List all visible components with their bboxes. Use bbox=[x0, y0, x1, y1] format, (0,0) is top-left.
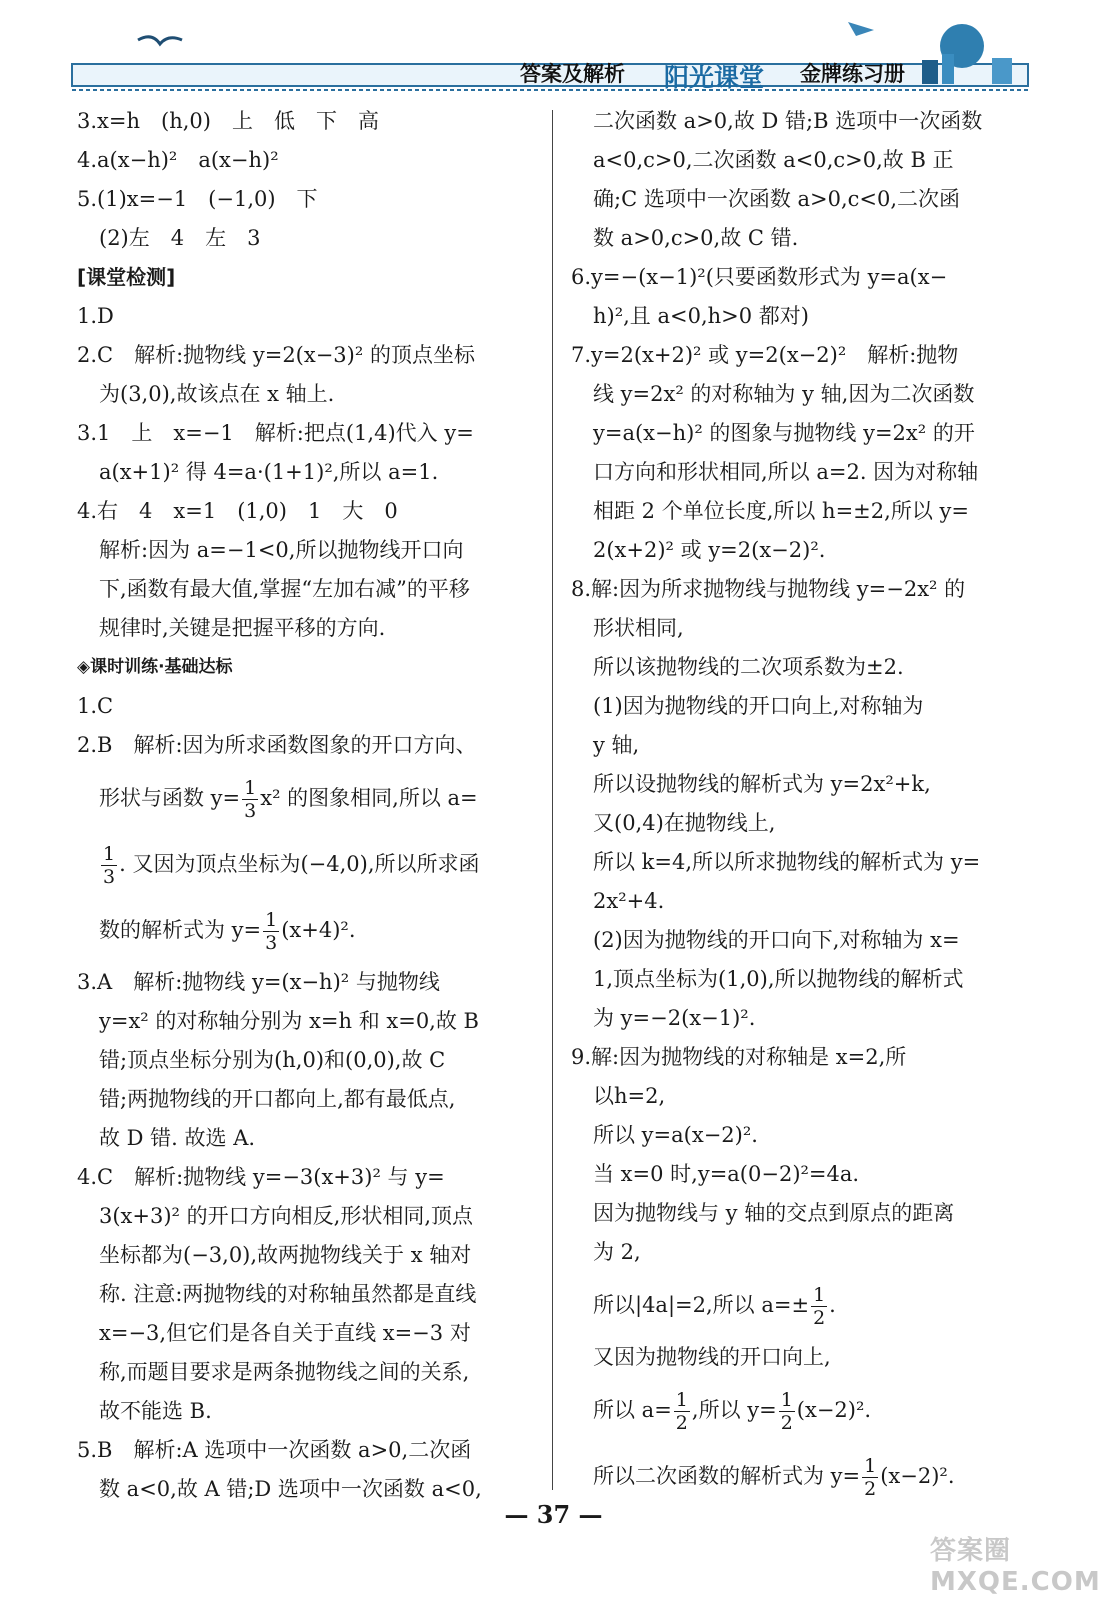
answer-line: 称. 注意:两抛物线的对称轴虽然都是直线 bbox=[99, 1282, 477, 1306]
text-segment: 所以二次函数的解析式为 y= bbox=[593, 1464, 861, 1488]
answer-line: 6.y=−(x−1)²(只要函数形式为 y=a(x− bbox=[571, 265, 948, 289]
answer-line: 故不能选 B. bbox=[99, 1399, 212, 1423]
answer-line: 3(x+3)² 的开口方向相反,形状相同,顶点 bbox=[99, 1204, 473, 1228]
column-divider bbox=[552, 110, 553, 1490]
fraction bbox=[263, 909, 279, 954]
text-segment: 形状与函数 y= bbox=[99, 786, 241, 810]
answer-line: 形状相同, bbox=[593, 616, 684, 640]
page-number: — 37 — bbox=[504, 1500, 603, 1529]
answer-line bbox=[571, 1272, 1053, 1338]
answer-line: 错;两抛物线的开口都向上,都有最低点, bbox=[99, 1087, 456, 1111]
answer-line: 以h=2, bbox=[593, 1084, 666, 1108]
answer-line: (2)左 4 左 3 bbox=[99, 226, 261, 250]
answer-line: h)²,且 a<0,h>0 都对) bbox=[593, 304, 809, 328]
answer-line bbox=[77, 831, 545, 897]
fraction-numerator: 1 bbox=[813, 1284, 826, 1306]
answer-line: 又(0,4)在抛物线上, bbox=[593, 811, 776, 835]
answer-line: 口方向和形状相同,所以 a=2. 因为对称轴 bbox=[593, 460, 979, 484]
header-brand: 阳光课堂 bbox=[664, 63, 765, 92]
fraction-numerator: 1 bbox=[103, 843, 116, 865]
answer-line: 9.解:因为抛物线的对称轴是 x=2,所 bbox=[571, 1045, 907, 1069]
answer-line: 2x²+4. bbox=[593, 889, 665, 913]
answer-line: 1,顶点坐标为(1,0),所以抛物线的解析式 bbox=[593, 967, 964, 991]
answer-line: a<0,c>0,二次函数 a<0,c>0,故 B 正 bbox=[593, 148, 954, 172]
page-header bbox=[0, 0, 1107, 100]
answer-line: (1)因为抛物线的开口向上,对称轴为 bbox=[593, 694, 924, 718]
fraction-numerator: 1 bbox=[265, 909, 278, 931]
answer-line bbox=[77, 897, 545, 963]
answer-line: 所以 k=4,所以所求抛物线的解析式为 y= bbox=[593, 850, 981, 874]
answer-line: 错;顶点坐标分别为(h,0)和(0,0),故 C bbox=[99, 1048, 446, 1072]
left-column bbox=[77, 102, 545, 1509]
answer-line: 当 x=0 时,y=a(0−2)²=4a. bbox=[593, 1162, 860, 1186]
answer-line: 5.(1)x=−1 (−1,0) 下 bbox=[77, 187, 318, 211]
answer-line: x=−3,但它们是各自关于直线 x=−3 对 bbox=[99, 1321, 471, 1345]
fraction-denominator: 2 bbox=[675, 1412, 688, 1434]
answer-line: 坐标都为(−3,0),故两抛物线关于 x 轴对 bbox=[99, 1243, 472, 1267]
fraction-denominator: 2 bbox=[780, 1412, 793, 1434]
answer-line: 3.1 上 x=−1 解析:把点(1,4)代入 y= bbox=[77, 421, 474, 445]
answer-line: y 轴, bbox=[593, 733, 640, 757]
answer-line: 4.C 解析:抛物线 y=−3(x+3)² 与 y= bbox=[77, 1165, 445, 1189]
answer-line: 2(x+2)² 或 y=2(x−2)². bbox=[593, 538, 826, 562]
answer-line: (2)因为抛物线的开口向下,对称轴为 x= bbox=[593, 928, 960, 952]
answer-line: 规律时,关键是把握平移的方向. bbox=[99, 616, 386, 640]
fraction bbox=[862, 1455, 878, 1500]
text-segment: 数的解析式为 y= bbox=[99, 918, 262, 942]
text-segment: 所以 a= bbox=[593, 1398, 672, 1422]
answer-line: 1.C bbox=[77, 694, 114, 718]
answer-line: 3.x=h (h,0) 上 低 下 高 bbox=[77, 109, 379, 133]
section-heading: [课堂检测] bbox=[77, 265, 176, 289]
text-segment: (x+4)². bbox=[281, 918, 356, 942]
answer-line: 5.B 解析:A 选项中一次函数 a>0,二次函 bbox=[77, 1438, 472, 1462]
answer-line: 下,函数有最大值,掌握“左加右减”的平移 bbox=[99, 577, 470, 601]
answer-line: 2.B 解析:因为所求函数图象的开口方向、 bbox=[77, 733, 477, 757]
answer-line: a(x+1)² 得 4=a·(1+1)²,所以 a=1. bbox=[99, 460, 439, 484]
answer-line: 4.a(x−h)² a(x−h)² bbox=[77, 148, 279, 172]
answer-line: 为 2, bbox=[593, 1240, 641, 1264]
fraction bbox=[811, 1284, 827, 1329]
fraction-denominator: 2 bbox=[813, 1307, 826, 1329]
text-segment: . bbox=[829, 1293, 836, 1317]
fraction bbox=[101, 843, 117, 888]
fraction bbox=[779, 1389, 795, 1434]
answer-line: 8.解:因为所求抛物线与抛物线 y=−2x² 的 bbox=[571, 577, 966, 601]
fraction bbox=[674, 1389, 690, 1434]
header-answer-label: 答案及解析 bbox=[520, 62, 625, 86]
section-heading: ◈课时训练·基础达标 bbox=[77, 657, 233, 677]
answer-line: 1.D bbox=[77, 304, 114, 328]
answer-line: 所以该抛物线的二次项系数为±2. bbox=[593, 655, 904, 679]
text-segment: (x−2)². bbox=[880, 1464, 955, 1488]
paper-plane-icon bbox=[848, 22, 874, 36]
text-segment: ,所以 y= bbox=[691, 1398, 777, 1422]
answer-line: 相距 2 个单位长度,所以 h=±2,所以 y= bbox=[593, 499, 969, 523]
text-segment: 所以|4a|=2,所以 a=± bbox=[593, 1293, 810, 1317]
fraction-numerator: 1 bbox=[244, 777, 257, 799]
fraction-numerator: 1 bbox=[675, 1389, 688, 1411]
fraction-denominator: 3 bbox=[244, 800, 257, 822]
answer-line: 7.y=2(x+2)² 或 y=2(x−2)² 解析:抛物 bbox=[571, 343, 959, 367]
answer-line: 因为抛物线与 y 轴的交点到原点的距离 bbox=[593, 1201, 955, 1225]
text-segment: x² 的图象相同,所以 a= bbox=[260, 786, 478, 810]
watermark: 答案圈 MXQE.COM bbox=[930, 1536, 1101, 1597]
answer-line: 数 a<0,故 A 错;D 选项中一次函数 a<0, bbox=[99, 1477, 482, 1501]
answer-line: 为 y=−2(x−1)². bbox=[593, 1006, 756, 1030]
answer-line: 2.C 解析:抛物线 y=2(x−3)² 的顶点坐标 bbox=[77, 343, 475, 367]
answer-line: 数 a>0,c>0,故 C 错. bbox=[593, 226, 799, 250]
answer-line: 所以 y=a(x−2)². bbox=[593, 1123, 758, 1147]
answer-line: 线 y=2x² 的对称轴为 y 轴,因为二次函数 bbox=[593, 382, 975, 406]
answer-line: y=x² 的对称轴分别为 x=h 和 x=0,故 B bbox=[99, 1009, 479, 1033]
answer-line: 所以设抛物线的解析式为 y=2x²+k, bbox=[593, 772, 931, 796]
fraction-denominator: 2 bbox=[864, 1478, 877, 1500]
answer-line: 解析:因为 a=−1<0,所以抛物线开口向 bbox=[99, 538, 464, 562]
answer-line: 称,而题目要求是两条抛物线之间的关系, bbox=[99, 1360, 470, 1384]
answer-line: 故 D 错. 故选 A. bbox=[99, 1126, 256, 1150]
text-segment: . 又因为顶点坐标为(−4,0),所以所求函 bbox=[119, 852, 480, 876]
answer-line: 3.A 解析:抛物线 y=(x−h)² 与抛物线 bbox=[77, 970, 440, 994]
right-column bbox=[571, 102, 1053, 1509]
fraction-denominator: 3 bbox=[103, 866, 116, 888]
text-segment: (x−2)². bbox=[796, 1398, 872, 1422]
answer-line bbox=[77, 765, 545, 831]
answer-line bbox=[571, 1377, 1053, 1443]
answer-line: 二次函数 a>0,故 D 错;B 选项中一次函数 bbox=[593, 109, 983, 133]
answer-line: 确;C 选项中一次函数 a>0,c<0,二次函 bbox=[593, 187, 961, 211]
fraction-numerator: 1 bbox=[780, 1389, 793, 1411]
answer-line: 又因为抛物线的开口向上, bbox=[593, 1345, 831, 1369]
answer-line: 4.右 4 x=1 (1,0) 1 大 0 bbox=[77, 499, 398, 523]
fraction-denominator: 3 bbox=[265, 932, 278, 954]
answer-line: y=a(x−h)² 的图象与抛物线 y=2x² 的开 bbox=[593, 421, 975, 445]
fraction bbox=[242, 777, 258, 822]
bird-icon bbox=[138, 37, 182, 44]
header-book-title: 金牌练习册 bbox=[800, 62, 905, 86]
fraction-numerator: 1 bbox=[864, 1455, 877, 1477]
answer-line: 为(3,0),故该点在 x 轴上. bbox=[99, 382, 335, 406]
